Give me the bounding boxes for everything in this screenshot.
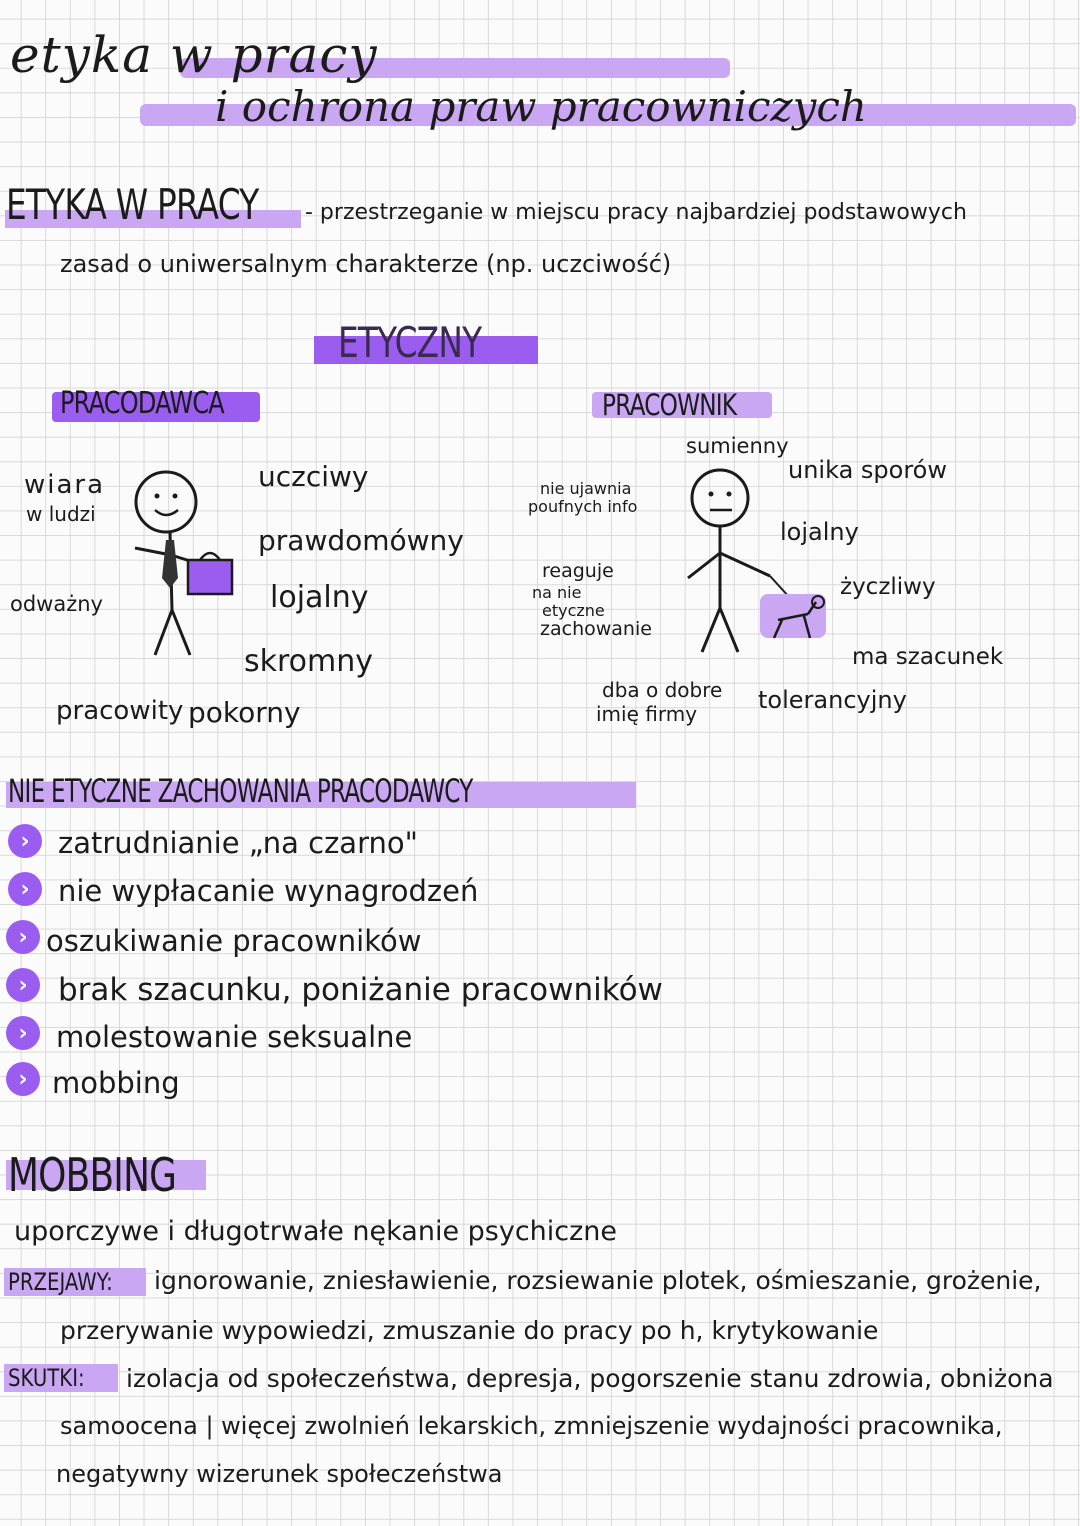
effects-label: SKUTKI: xyxy=(8,1364,85,1392)
unethical-item-2: nie wypłacanie wynagrodzeń xyxy=(58,874,479,908)
unethical-item-1: zatrudnianie „na czarno" xyxy=(58,826,418,860)
unethical-item-4: brak szacunku, poniżanie pracowników xyxy=(58,972,663,1008)
employee-figure xyxy=(660,468,860,668)
ethical-heading: ETYCZNY xyxy=(338,318,482,367)
employer-trait-hardworking: pracowity xyxy=(56,696,184,726)
employee-trait-confidential-2: poufnych info xyxy=(528,497,638,516)
employer-trait-honest: uczciwy xyxy=(258,460,369,493)
employee-trait-kind: życzliwy xyxy=(840,574,936,600)
employee-trait-reacts-3: etyczne xyxy=(542,601,605,620)
employee-trait-reacts-1: reaguje xyxy=(542,560,614,582)
employer-trait-faith: wiara xyxy=(24,470,106,500)
mobbing-heading: MOBBING xyxy=(8,1148,177,1202)
examples-text-1: ignorowanie, zniesławienie, rozsiewanie plotek, ośmieszanie, grożenie, xyxy=(154,1266,1042,1295)
definition-term: ETYKA W PRACY xyxy=(6,180,259,229)
definition-text-1: - przestrzeganie w miejscu pracy najbardziej podstawowych xyxy=(305,200,967,225)
employer-trait-faith-2: w ludzi xyxy=(26,502,96,526)
unethical-item-3: oszukiwanie pracowników xyxy=(46,924,422,958)
employer-heading: PRACODAWCA xyxy=(60,386,224,421)
employee-trait-diligent: sumienny xyxy=(686,434,789,458)
employer-trait-modest: skromny xyxy=(244,644,374,679)
bullet-arrow-icon: › xyxy=(6,968,40,1002)
employee-trait-reputation-2: imię firmy xyxy=(596,702,698,726)
employer-trait-brave: odważny xyxy=(10,592,103,616)
definition-text-2: zasad o uniwersalnym charakterze (np. uczciwość) xyxy=(60,250,672,278)
employee-trait-tolerant: tolerancyjny xyxy=(758,686,907,714)
employee-heading: PRACOWNIK xyxy=(602,388,737,422)
unethical-heading: NIE ETYCZNE ZACHOWANIA PRACODAWCY xyxy=(8,772,473,810)
bullet-arrow-icon: › xyxy=(6,920,40,954)
unethical-item-6: mobbing xyxy=(52,1066,180,1100)
bullet-arrow-icon: › xyxy=(8,872,42,906)
bullet-arrow-icon: › xyxy=(6,1062,40,1096)
employee-trait-avoids-disputes: unika sporów xyxy=(788,456,947,484)
page-title-line1: etyka w pracy xyxy=(10,26,378,84)
page-title-line2: i ochrona praw pracowniczych xyxy=(215,82,867,131)
effects-text-2: samoocena | więcej zwolnień lekarskich, zmniejszenie wydajności pracownika, xyxy=(60,1412,1003,1440)
effects-text-3: negatywny wizerunek społeczeństwa xyxy=(56,1460,503,1488)
employee-trait-respect: ma szacunek xyxy=(852,644,1004,670)
bullet-arrow-icon: › xyxy=(8,824,42,858)
employee-trait-confidential-1: nie ujawnia xyxy=(540,479,632,498)
unethical-item-5: molestowanie seksualne xyxy=(56,1020,413,1054)
employee-trait-reacts-2: na nie xyxy=(532,583,582,602)
employee-trait-loyal: lojalny xyxy=(780,518,859,546)
employer-trait-loyal: lojalny xyxy=(270,580,369,615)
examples-text-2: przerywanie wypowiedzi, zmuszanie do pracy po h, krytykowanie xyxy=(60,1316,879,1345)
employee-trait-reacts-4: zachowanie xyxy=(540,618,652,640)
examples-label: PRZEJAWY: xyxy=(8,1268,113,1296)
mobbing-definition: uporczywe i długotrwałe nękanie psychiczne xyxy=(14,1216,618,1247)
effects-text-1: izolacja od społeczeństwa, depresja, pogorszenie stanu zdrowia, obniżona xyxy=(126,1364,1054,1393)
bullet-arrow-icon: › xyxy=(6,1016,40,1050)
employee-trait-reputation-1: dba o dobre xyxy=(602,678,723,702)
employer-trait-humble: pokorny xyxy=(188,696,301,729)
employer-trait-truthful: prawdomówny xyxy=(258,524,464,557)
